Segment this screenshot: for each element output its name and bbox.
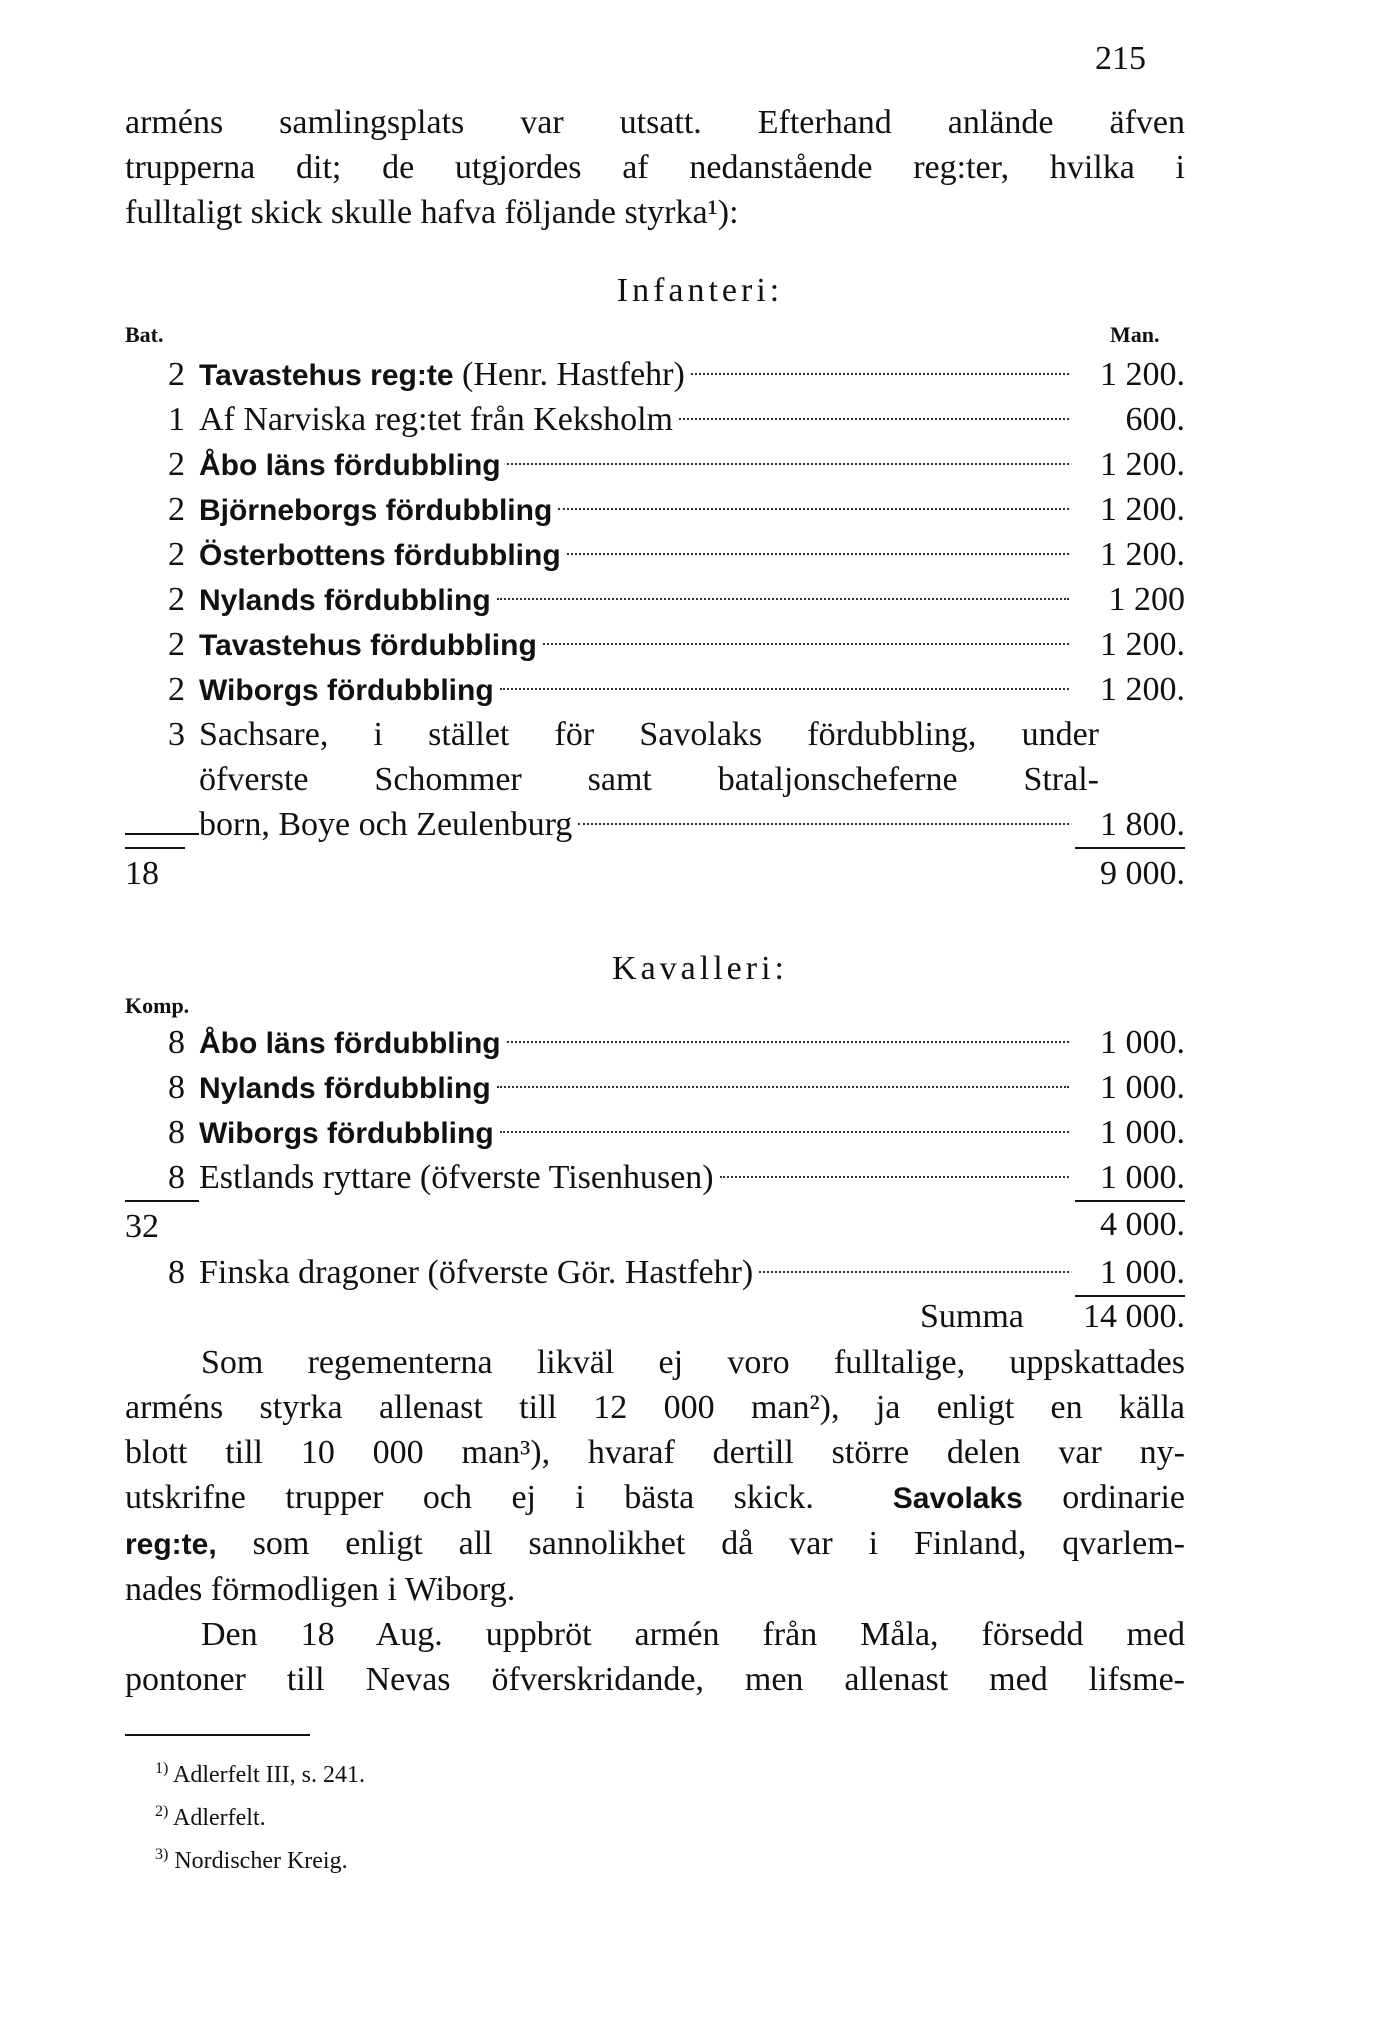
- row-value: 1 000.: [1100, 1114, 1185, 1151]
- text-line: [125, 1475, 1185, 1521]
- table-row: [125, 1110, 1185, 1155]
- page-number: 215: [1095, 40, 1146, 77]
- body-paragraph: [125, 1612, 1185, 1702]
- text-segment: ordinarie: [1062, 1479, 1185, 1516]
- col-komp: Komp.: [125, 993, 190, 1018]
- text-line: arméns styrka allenast till 12 000 man²), ja enligt en källa: [125, 1389, 1185, 1426]
- kavalleri-heading: Kavalleri:: [612, 950, 788, 987]
- row-value: 1 800.: [1075, 802, 1185, 849]
- table-row: [125, 532, 1185, 577]
- row-name: Finska dragoner (öfverste Gör. Hastfehr): [199, 1254, 754, 1291]
- row-value: 1 000.: [1100, 1069, 1185, 1106]
- row-count: 2: [168, 491, 185, 528]
- table-row-cont: [125, 802, 1185, 847]
- row-count: 2: [168, 536, 185, 573]
- row-value: 1 200.: [1100, 536, 1185, 573]
- row-count: 2: [168, 446, 185, 483]
- leader-dots: [507, 463, 1069, 465]
- intro-line: fulltaligt skick skulle hafva följande styrka¹):: [125, 194, 739, 231]
- leader-dots: [578, 823, 1069, 825]
- table-row: [125, 1250, 1185, 1295]
- intro-line: trupperna dit; de utgjordes af nedanstående reg:ter, hvilka i: [125, 149, 1185, 186]
- footnote-rule: [125, 1734, 310, 1736]
- row-value: 1 200.: [1100, 626, 1185, 663]
- text-line: [125, 1521, 1185, 1567]
- text-line: Som regementerna likväl ej voro fulltalige, uppskattades: [201, 1344, 1185, 1381]
- row-name-bold: Nylands fördubbling: [199, 584, 491, 617]
- row-value: 1 200: [1108, 581, 1185, 618]
- leader-dots: [558, 508, 1069, 510]
- text-line: nades förmodligen i Wiborg.: [125, 1571, 516, 1608]
- leader-dots: [500, 688, 1069, 690]
- row-count: 8: [168, 1024, 185, 1061]
- row-value: 1 200.: [1100, 446, 1185, 483]
- table-row: [125, 352, 1185, 397]
- text-line: pontoner till Nevas öfverskridande, men allenast med lifsme-: [125, 1661, 1185, 1698]
- table-row: [125, 667, 1185, 712]
- row-count: 8: [168, 1254, 185, 1291]
- table-row-cont: [125, 757, 1185, 802]
- row-count: 1: [168, 401, 185, 438]
- row-name-bold: Åbo läns fördubbling: [199, 449, 501, 482]
- row-count: 2: [168, 581, 185, 618]
- infanteri-total: [125, 847, 1185, 897]
- total-count: 32: [125, 1200, 185, 1250]
- leader-dots: [543, 643, 1069, 645]
- row-name-bold: Wiborgs fördubbling: [199, 1117, 494, 1150]
- footnote-mark: 2): [155, 1803, 169, 1820]
- row-name-bold: Åbo läns fördubbling: [199, 1027, 501, 1060]
- footnote-text: Adlerfelt III, s. 241.: [173, 1762, 365, 1788]
- summa-label: Summa: [920, 1298, 1024, 1335]
- row-name-bold: Tavastehus fördubbling: [199, 629, 537, 662]
- leader-dots: [500, 1131, 1069, 1133]
- footnote: [155, 1803, 266, 1832]
- kavalleri-total: [125, 1200, 1185, 1250]
- row-name: öfverste Schommer samt bataljonscheferne Stral-: [199, 761, 1099, 798]
- body-paragraph: [125, 1340, 1185, 1612]
- table-row: [125, 487, 1185, 532]
- row-count: 2: [168, 356, 185, 393]
- row-count: 8: [168, 1069, 185, 1106]
- intro-paragraph: [125, 100, 1185, 235]
- row-value: 1 200.: [1100, 491, 1185, 528]
- footnote-mark: 3): [155, 1846, 169, 1863]
- intro-line: arméns samlingsplats var utsatt. Efterhand anlände äfven: [125, 104, 1185, 141]
- table-row: [125, 622, 1185, 667]
- row-value: 1 000.: [1100, 1024, 1185, 1061]
- leader-dots: [507, 1041, 1069, 1043]
- row-count: 8: [168, 1114, 185, 1151]
- total-value: 9 000.: [1075, 847, 1185, 897]
- text-segment-bold: reg:te,: [125, 1528, 217, 1561]
- row-name-bold: Österbottens fördubbling: [199, 539, 561, 572]
- row-count: 3: [168, 716, 185, 753]
- table-row: [125, 1065, 1185, 1110]
- row-value: 1 000.: [1075, 1155, 1185, 1202]
- col-bat: Bat.: [125, 322, 164, 347]
- table-row: [125, 442, 1185, 487]
- footnote-text: Nordischer Kreig.: [174, 1848, 348, 1874]
- row-name-bold: Nylands fördubbling: [199, 1072, 491, 1105]
- table-row: [125, 712, 1185, 757]
- leader-dots: [497, 1086, 1069, 1088]
- text-segment-bold: Savolaks: [892, 1482, 1023, 1515]
- footnote-mark: 1): [155, 1760, 169, 1777]
- table-row: [125, 397, 1185, 442]
- leader-dots: [691, 373, 1069, 375]
- row-count: 2: [168, 626, 185, 663]
- row-name-bold: Björneborgs fördubbling: [199, 494, 553, 527]
- infanteri-table: [125, 352, 1185, 897]
- total-value: 4 000.: [1100, 1206, 1185, 1243]
- text-line: Den 18 Aug. uppbröt armén från Måla, försedd med: [201, 1616, 1185, 1653]
- row-value: 1 200.: [1100, 671, 1185, 708]
- text-line: blott till 10 000 man³), hvaraf dertill större delen var ny-: [125, 1434, 1185, 1471]
- text-segment: utskrifne trupper och ej i bästa skick.: [125, 1479, 814, 1516]
- row-value: 600.: [1125, 401, 1185, 438]
- row-name-bold: Wiborgs fördubbling: [199, 674, 494, 707]
- row-name-bold: Tavastehus reg:te: [199, 359, 454, 392]
- text-segment: som enligt all sannolikhet då var i Finland, qvarlem-: [252, 1525, 1186, 1562]
- summa-value: 14 000.: [1083, 1298, 1185, 1335]
- table-row: [125, 1155, 1185, 1200]
- leader-dots: [679, 418, 1069, 420]
- row-count: 8: [125, 1155, 199, 1202]
- leader-dots: [759, 1271, 1069, 1273]
- row-name: Af Narviska reg:tet från Keksholm: [199, 401, 673, 438]
- footnote: [155, 1846, 348, 1875]
- row-name: born, Boye och Zeulenburg: [199, 806, 573, 843]
- row-count: 2: [168, 671, 185, 708]
- infanteri-heading: Infanteri:: [616, 272, 784, 309]
- leader-dots: [720, 1176, 1069, 1178]
- table-row: [125, 577, 1185, 622]
- row-value: 1 000.: [1075, 1250, 1185, 1297]
- footnote-text: Adlerfelt.: [173, 1805, 266, 1831]
- leader-dots: [567, 553, 1069, 555]
- total-count: 18: [125, 847, 185, 897]
- row-name: (Henr. Hastfehr): [453, 356, 685, 393]
- row-name: Estlands ryttare (öfverste Tisenhusen): [199, 1159, 714, 1196]
- row-value: 1 200.: [1100, 356, 1185, 393]
- col-man: Man.: [1110, 322, 1160, 347]
- footnote: [155, 1760, 365, 1789]
- row-name: Sachsare, i stället för Savolaks fördubbling, under: [199, 716, 1099, 753]
- leader-dots: [497, 598, 1069, 600]
- table-row: [125, 1020, 1185, 1065]
- kavalleri-table: [125, 1020, 1185, 1295]
